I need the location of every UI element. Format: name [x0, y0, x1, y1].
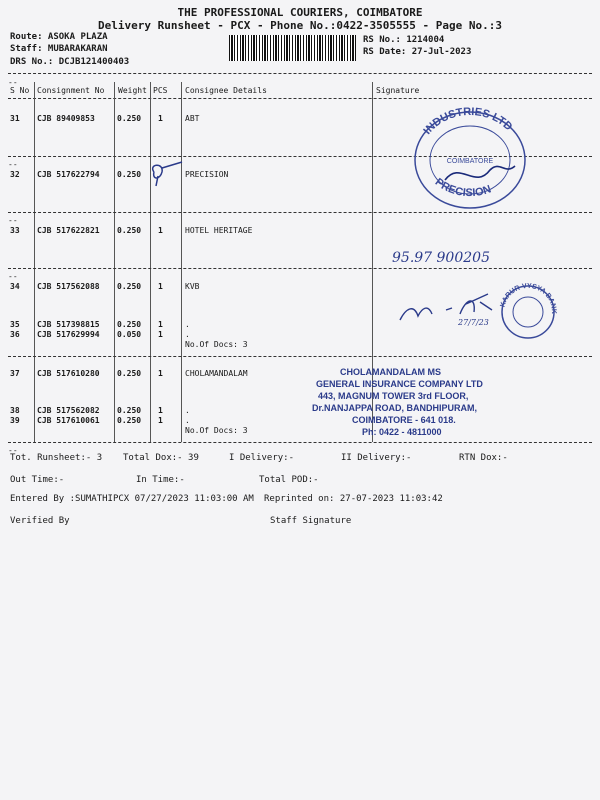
- col-consignee: Consignee Details: [185, 86, 267, 95]
- chola-stamp-line6: Ph: 0422 - 4811000: [362, 427, 442, 437]
- svg-text:KARUR VYSYA BANK: [499, 283, 557, 314]
- row-consignee: ABT: [185, 114, 200, 123]
- barcode: [229, 35, 356, 61]
- verified-by: Verified By: [10, 516, 70, 526]
- row-sno: 35: [10, 320, 20, 329]
- drs-number: DRS No.: DCJB121400403: [10, 57, 130, 67]
- chola-stamp-line5: COIMBATORE - 641 018.: [352, 415, 456, 425]
- chola-stamp-line2: GENERAL INSURANCE COMPANY LTD: [316, 379, 483, 389]
- industries-stamp: [405, 100, 535, 210]
- col-weight: Weight: [118, 86, 147, 95]
- row-sno: 38: [10, 406, 20, 415]
- chola-stamp-line1: CHOLAMANDALAM MS: [340, 367, 441, 377]
- row-sno: 31: [10, 114, 20, 123]
- row-consignment: CJB 517629994: [37, 330, 100, 339]
- kvb-stamp: [496, 282, 560, 342]
- row-pcs: 1: [158, 416, 163, 425]
- row-weight: 0.250: [117, 369, 142, 378]
- handwritten-phone: 95.97 900205: [392, 250, 490, 266]
- out-time: Out Time:-: [10, 475, 65, 485]
- row-consignment: CJB 89409853: [37, 114, 95, 123]
- chola-stamp-line4: Dr.NANJAPPA ROAD, BANDHIPURAM,: [312, 403, 478, 413]
- divider: [8, 98, 592, 99]
- col-line: [181, 82, 182, 442]
- signature-kvb: [396, 290, 506, 330]
- col-pcs: PCS: [153, 86, 168, 95]
- row-consignee: KVB: [185, 282, 200, 291]
- dash-mark: --: [8, 78, 18, 87]
- runsheet-subtitle: Delivery Runsheet - PCX - Phone No.:0422-3505555 - Page No.:3: [98, 19, 502, 32]
- stamp-text-kvb: KARUR VYSYA BANK: [499, 282, 558, 314]
- col-signature: Signature: [376, 86, 420, 95]
- row-pcs: 1: [158, 330, 163, 339]
- stamp-text-precision: PRECISION: [432, 176, 493, 200]
- row-weight: 0.250: [117, 114, 142, 123]
- dash-mark: --: [8, 272, 18, 281]
- row-sno: 39: [10, 416, 20, 425]
- divider: [8, 442, 592, 443]
- staff-label: Staff: MUBARAKARAN: [10, 44, 108, 54]
- divider: [8, 212, 592, 213]
- divider: [8, 73, 592, 74]
- in-time: In Time:-: [136, 475, 185, 485]
- row-consignment: CJB 517398815: [37, 320, 100, 329]
- svg-text:INDUSTRIES LTD: [421, 106, 514, 137]
- row-pcs: 1: [158, 282, 163, 291]
- row-weight: 0.250: [117, 416, 142, 425]
- route-label: Route: ASOKA PLAZA: [10, 32, 108, 42]
- docs-count: No.Of Docs: 3: [185, 340, 248, 349]
- rs-number: RS No.: 1214004: [363, 35, 445, 45]
- dash-mark: --: [8, 446, 18, 455]
- chola-stamp-line3: 443, MAGNUM TOWER 3rd FLOOR,: [318, 391, 469, 401]
- row-pcs: 1: [158, 320, 163, 329]
- row-weight: 0.250: [117, 406, 142, 415]
- stamp-text-industries: INDUSTRIES LTD: [421, 105, 515, 137]
- row-consignment: CJB 517622794: [37, 170, 100, 179]
- row-pcs: 1: [158, 226, 163, 235]
- tot-runsheet: Tot. Runsheet:- 3: [10, 453, 103, 463]
- col-sno: S No: [10, 86, 30, 95]
- pcs-handwritten-mark: [146, 158, 186, 190]
- col-line: [114, 82, 115, 442]
- handwritten-date: 27/7/23: [458, 318, 489, 327]
- row-sno: 37: [10, 369, 20, 378]
- total-pod: Total POD:-: [259, 475, 319, 485]
- total-dox: Total Dox:- 39: [123, 453, 199, 463]
- row-pcs: 1: [158, 369, 163, 378]
- dash-mark: --: [8, 160, 18, 169]
- row-consignment: CJB 517610061: [37, 416, 100, 425]
- row-consignee: HOTEL HERITAGE: [185, 226, 253, 235]
- row-consignee: PRECISION: [185, 170, 229, 179]
- row-sno: 34: [10, 282, 20, 291]
- ii-delivery: II Delivery:-: [341, 453, 412, 463]
- company-title: THE PROFESSIONAL COURIERS, COIMBATORE: [177, 6, 423, 19]
- row-sno: 32: [10, 170, 20, 179]
- row-consignee: .: [185, 330, 190, 339]
- docs-count: No.Of Docs: 3: [185, 426, 248, 435]
- row-consignment: CJB 517562082: [37, 406, 100, 415]
- row-sno: 33: [10, 226, 20, 235]
- stamp-text-coimbatore: COIMBATORE: [446, 158, 494, 165]
- row-consignee: .: [185, 320, 190, 329]
- row-consignee: .: [185, 416, 190, 425]
- i-delivery: I Delivery:-: [229, 453, 295, 463]
- row-weight: 0.250: [117, 226, 142, 235]
- row-consignee: .: [185, 406, 190, 415]
- divider: [8, 356, 592, 357]
- row-consignment: CJB 517562088: [37, 282, 100, 291]
- svg-text:PRECISION: [433, 176, 493, 199]
- reprinted-on: Reprinted on: 27-07-2023 11:03:42: [264, 494, 443, 504]
- row-consignment: CJB 517610280: [37, 369, 100, 378]
- row-weight: 0.250: [117, 282, 142, 291]
- rtn-dox: RTN Dox:-: [459, 453, 508, 463]
- divider: [8, 268, 592, 269]
- col-line: [34, 82, 35, 442]
- row-pcs: 1: [158, 406, 163, 415]
- row-weight: 0.050: [117, 330, 142, 339]
- row-consignee: CHOLAMANDALAM: [185, 369, 248, 378]
- staff-signature: Staff Signature: [270, 516, 352, 526]
- row-weight: 0.250: [117, 320, 142, 329]
- rs-date: RS Date: 27-Jul-2023: [363, 47, 472, 57]
- row-pcs: 1: [158, 114, 163, 123]
- row-consignment: CJB 517622821: [37, 226, 100, 235]
- dash-mark: --: [8, 216, 18, 225]
- col-line: [150, 82, 151, 442]
- row-sno: 36: [10, 330, 20, 339]
- col-consignment: Consignment No: [37, 86, 105, 95]
- row-weight: 0.250: [117, 170, 142, 179]
- entered-by: Entered By :SUMATHIPCX 07/27/2023 11:03:00 AM: [10, 494, 254, 504]
